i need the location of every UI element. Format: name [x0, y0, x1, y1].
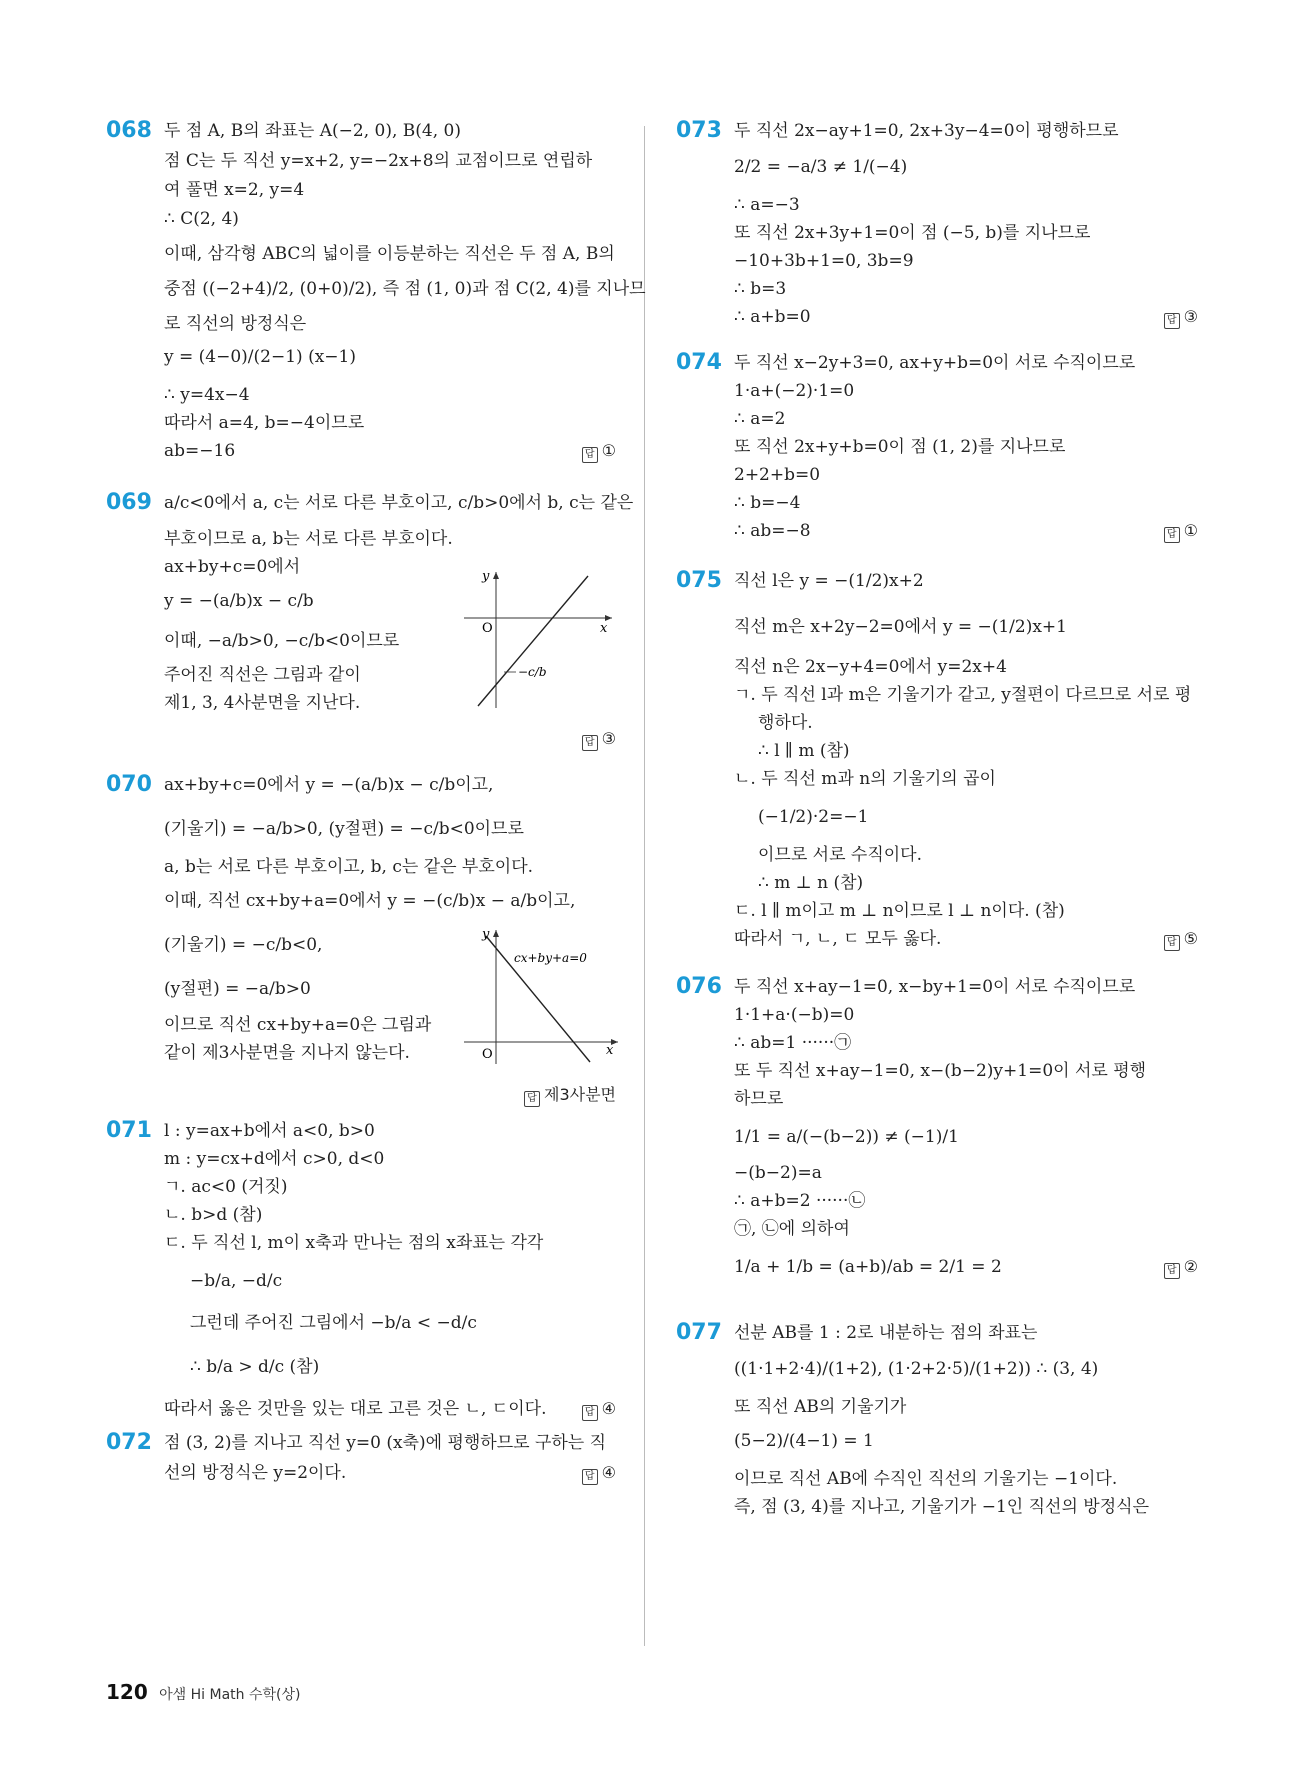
problem-number: 068 [106, 118, 152, 143]
graph-070 [464, 928, 624, 1066]
answer-value: ① [601, 441, 616, 460]
problem-number: 073 [676, 118, 722, 143]
solution-line: 로 직선의 방정식은 [164, 314, 307, 334]
solution-line: 행하다. [758, 713, 813, 733]
solution-line: ax+by+c=0에서 y = −(a/b)x − c/b이고, [164, 775, 494, 795]
answer-value: ③ [1183, 307, 1198, 326]
solution-line: ∴ a=−3 [734, 195, 800, 215]
answer-icon: 답 [1164, 527, 1180, 543]
solution-line: 제1, 3, 4사분면을 지난다. [164, 693, 361, 713]
answer-value: 제3사분면 [543, 1085, 616, 1104]
solution-line: 1·1+a·(−b)=0 [734, 1005, 855, 1025]
solution-line: 2+2+b=0 [734, 465, 821, 485]
solution-line: a/c<0에서 a, c는 서로 다른 부호이고, c/b>0에서 b, c는 같은 [164, 493, 634, 513]
book-title: 아샘 Hi Math 수학(상) [159, 1687, 301, 1703]
origin-label: O [482, 1047, 493, 1062]
problem-number: 075 [676, 568, 722, 593]
page-number: 120 [106, 1680, 148, 1704]
solution-line: 따라서 a=4, b=−4이므로 [164, 413, 365, 433]
answer-badge [582, 1398, 616, 1421]
solution-line: ∴ l ∥ m (참) [758, 741, 850, 761]
solution-line: ㄱ. ac<0 (거짓) [164, 1177, 288, 1197]
solution-line: 이므로 직선 AB에 수직인 직선의 기울기는 −1이다. [734, 1469, 1118, 1489]
solution-line: 선분 AB를 1 : 2로 내분하는 점의 좌표는 [734, 1323, 1038, 1343]
answer-badge [1164, 520, 1198, 543]
solution-line: 1·a+(−2)·1=0 [734, 381, 855, 401]
solution-line: ㄷ. 두 직선 l, m이 x축과 만나는 점의 x좌표는 각각 [164, 1233, 544, 1253]
solution-line: 따라서 옳은 것만을 있는 대로 고른 것은 ㄴ, ㄷ이다. [164, 1399, 547, 1419]
y-axis-label: y [482, 928, 490, 942]
x-axis-label: x [606, 1043, 614, 1058]
solution-line: (기울기) = −a/b>0, (y절편) = −c/b<0이므로 [164, 819, 524, 839]
solution-line: ㄴ. 두 직선 m과 n의 기울기의 곱이 [734, 769, 996, 789]
solution-line: (−1/2)·2=−1 [758, 807, 869, 827]
solution-line: y = (4−0)/(2−1) (x−1) [164, 347, 356, 367]
answer-icon: 답 [524, 1091, 540, 1107]
answer-badge [1164, 928, 1198, 951]
solution-line: ㄴ. b>d (참) [164, 1205, 263, 1225]
solution-line: 이때, 삼각형 ABC의 넓이를 이등분하는 직선은 두 점 A, B의 [164, 244, 615, 264]
solution-line: ∴ b=3 [734, 279, 787, 299]
line-label: cx+by+a=0 [514, 951, 587, 965]
solution-line: 점 C는 두 직선 y=x+2, y=−2x+8의 교점이므로 연립하 [164, 151, 593, 171]
solution-line: ∴ m ⊥ n (참) [758, 873, 864, 893]
solution-line: (5−2)/(4−1) = 1 [734, 1431, 874, 1451]
answer-value: ④ [601, 1399, 616, 1418]
answer-value: ④ [601, 1463, 616, 1482]
answer-badge [1164, 306, 1198, 329]
problem-number: 076 [676, 974, 722, 999]
solution-line: a, b는 서로 다른 부호이고, b, c는 같은 부호이다. [164, 857, 534, 877]
solution-line: 점 (3, 2)를 지나고 직선 y=0 (x축)에 평행하므로 구하는 직 [164, 1433, 607, 1453]
solution-line: ∴ b=−4 [734, 493, 801, 513]
solution-line: ((1·1+2·4)/(1+2), (1·2+2·5)/(1+2)) ∴ (3, 4) [734, 1359, 1099, 1379]
page-footer [106, 1680, 301, 1704]
solution-line: 즉, 점 (3, 4)를 지나고, 기울기가 −1인 직선의 방정식은 [734, 1497, 1149, 1517]
problem-number: 070 [106, 772, 152, 797]
y-intercept-label: −c/b [518, 665, 547, 679]
problem-number: 072 [106, 1430, 152, 1455]
answer-badge [582, 440, 616, 463]
solution-line: 부호이므로 a, b는 서로 다른 부호이다. [164, 529, 453, 549]
problem-number: 069 [106, 490, 152, 515]
answer-badge [582, 728, 616, 751]
solution-line: ∴ b/a > d/c (참) [190, 1357, 320, 1377]
solution-line: ∴ ab=−8 [734, 521, 811, 541]
answer-value: ② [1183, 1257, 1198, 1276]
problem-number: 074 [676, 350, 722, 375]
solution-line: 1/a + 1/b = (a+b)/ab = 2/1 = 2 [734, 1257, 1002, 1277]
solution-line: 주어진 직선은 그림과 같이 [164, 665, 361, 685]
solution-line: 직선 n은 2x−y+4=0에서 y=2x+4 [734, 657, 1007, 677]
solution-line: 또 직선 2x+3y+1=0이 점 (−5, b)를 지나므로 [734, 223, 1091, 243]
answer-badge [1164, 1256, 1198, 1279]
solution-line: ∴ a=2 [734, 409, 786, 429]
solution-line: 또 직선 AB의 기울기가 [734, 1397, 907, 1417]
solution-line: ∴ C(2, 4) [164, 209, 239, 229]
solution-line: −(b−2)=a [734, 1163, 822, 1183]
solution-line: 직선 l은 y = −(1/2)x+2 [734, 571, 924, 591]
solution-line: 또 직선 2x+y+b=0이 점 (1, 2)를 지나므로 [734, 437, 1066, 457]
solution-line: 여 풀면 x=2, y=4 [164, 180, 305, 200]
solution-line: 이므로 직선 cx+by+a=0은 그림과 [164, 1015, 432, 1035]
solution-line: ∴ ab=1 ······㉠ [734, 1033, 852, 1053]
solution-line: ㄷ. l ∥ m이고 m ⊥ n이므로 l ⊥ n이다. (참) [734, 901, 1065, 921]
answer-icon: 답 [582, 447, 598, 463]
column-divider [644, 126, 645, 1646]
solution-line: 이므로 서로 수직이다. [758, 845, 923, 865]
y-axis-label: y [482, 570, 490, 584]
answer-icon: 답 [1164, 935, 1180, 951]
solution-line: l : y=ax+b에서 a<0, b>0 [164, 1121, 375, 1141]
solution-line: −10+3b+1=0, 3b=9 [734, 251, 914, 271]
solution-line: 중점 ((−2+4)/2, (0+0)/2), 즉 점 (1, 0)과 점 C(2, 4)를 지나므 [164, 279, 646, 299]
answer-icon: 답 [582, 735, 598, 751]
answer-value: ⑤ [1183, 929, 1198, 948]
solution-line: (기울기) = −c/b<0, [164, 935, 323, 955]
answer-value: ③ [601, 729, 616, 748]
solution-line: ax+by+c=0에서 [164, 557, 301, 577]
solution-line: 두 점 A, B의 좌표는 A(−2, 0), B(4, 0) [164, 121, 461, 141]
solution-line: ab=−16 [164, 441, 236, 461]
answer-icon: 답 [1164, 1263, 1180, 1279]
solution-line: ∴ y=4x−4 [164, 385, 250, 405]
solution-line: 이때, −a/b>0, −c/b<0이므로 [164, 631, 400, 651]
solution-line: ∴ a+b=0 [734, 307, 811, 327]
solution-line: ㉠, ㉡에 의하여 [734, 1219, 850, 1239]
solution-line: 하므로 [734, 1089, 784, 1109]
answer-icon: 답 [582, 1469, 598, 1485]
solution-line: −b/a, −d/c [190, 1271, 283, 1291]
solution-line: 두 직선 2x−ay+1=0, 2x+3y−4=0이 평행하므로 [734, 121, 1119, 141]
solution-line: y = −(a/b)x − c/b [164, 591, 314, 611]
solution-line: (y절편) = −a/b>0 [164, 979, 311, 999]
solution-line: 이때, 직선 cx+by+a=0에서 y = −(c/b)x − a/b이고, [164, 891, 576, 911]
solution-line: m : y=cx+d에서 c>0, d<0 [164, 1149, 385, 1169]
answer-icon: 답 [1164, 313, 1180, 329]
solution-line: ∴ a+b=2 ······㉡ [734, 1191, 866, 1211]
solution-line: 1/1 = a/(−(b−2)) ≠ (−1)/1 [734, 1127, 959, 1147]
solution-line: 2/2 = −a/3 ≠ 1/(−4) [734, 157, 908, 177]
solution-line: 따라서 ㄱ, ㄴ, ㄷ 모두 옳다. [734, 929, 942, 949]
answer-value: ① [1183, 521, 1198, 540]
problem-number: 077 [676, 1320, 722, 1345]
answer-icon: 답 [582, 1405, 598, 1421]
origin-label: O [482, 621, 493, 636]
answer-badge [524, 1084, 616, 1107]
solution-line: 직선 m은 x+2y−2=0에서 y = −(1/2)x+1 [734, 617, 1067, 637]
answer-badge [582, 1462, 616, 1485]
solution-line: 선의 방정식은 y=2이다. [164, 1463, 347, 1483]
solution-line: 두 직선 x−2y+3=0, ax+y+b=0이 서로 수직이므로 [734, 353, 1136, 373]
solution-line: ㄱ. 두 직선 l과 m은 기울기가 같고, y절편이 다르므로 서로 평 [734, 685, 1192, 705]
solution-line: 같이 제3사분면을 지나지 않는다. [164, 1043, 410, 1063]
solution-line: 두 직선 x+ay−1=0, x−by+1=0이 서로 수직이므로 [734, 977, 1136, 997]
solution-line: 또 두 직선 x+ay−1=0, x−(b−2)y+1=0이 서로 평행 [734, 1061, 1147, 1081]
problem-number: 071 [106, 1118, 152, 1143]
x-axis-label: x [600, 621, 608, 636]
graph-069 [464, 570, 614, 710]
solution-line: 그런데 주어진 그림에서 −b/a < −d/c [190, 1313, 477, 1333]
